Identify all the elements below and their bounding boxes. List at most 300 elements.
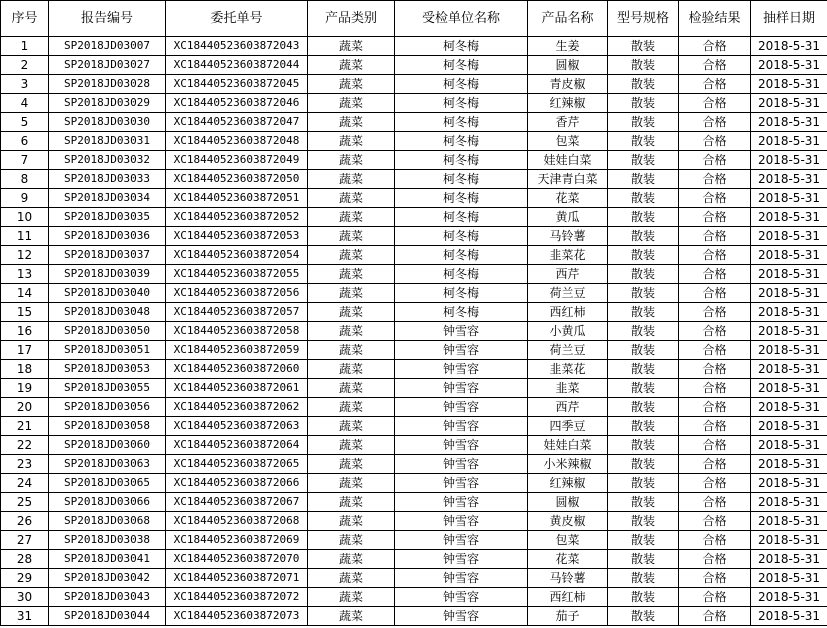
cell-product: 西红柿 [528,303,608,322]
cell-report-no: SP2018JD03048 [49,303,166,322]
cell-result: 合格 [679,284,751,303]
cell-category: 蔬菜 [308,569,395,588]
cell-seq: 16 [1,322,49,341]
cell-category: 蔬菜 [308,493,395,512]
table-row [1,455,827,474]
table-row [1,113,827,132]
cell-spec: 散装 [608,531,679,550]
cell-category: 蔬菜 [308,94,395,113]
cell-product: 青皮椒 [528,75,608,94]
cell-sample-date: 2018-5-31 [751,170,827,189]
cell-inspected-unit: 钟雪容 [395,322,528,341]
cell-spec: 散装 [608,37,679,56]
table-row [1,170,827,189]
cell-spec: 散装 [608,474,679,493]
cell-category: 蔬菜 [308,246,395,265]
cell-report-no: SP2018JD03029 [49,94,166,113]
cell-sample-date: 2018-5-31 [751,246,827,265]
cell-result: 合格 [679,322,751,341]
cell-spec: 散装 [608,322,679,341]
cell-product: 四季豆 [528,417,608,436]
cell-seq: 24 [1,474,49,493]
cell-result: 合格 [679,151,751,170]
table-row [1,588,827,607]
cell-sample-date: 2018-5-31 [751,151,827,170]
cell-sample-date: 2018-5-31 [751,474,827,493]
cell-commission-no: XC18440523603872062 [166,398,308,417]
cell-inspected-unit: 柯冬梅 [395,189,528,208]
cell-category: 蔬菜 [308,265,395,284]
cell-product: 茄子 [528,607,608,626]
cell-report-no: SP2018JD03028 [49,75,166,94]
cell-inspected-unit: 钟雪容 [395,379,528,398]
cell-sample-date: 2018-5-31 [751,512,827,531]
cell-report-no: SP2018JD03036 [49,227,166,246]
table-body [1,37,827,626]
table-row [1,531,827,550]
cell-result: 合格 [679,455,751,474]
cell-result: 合格 [679,379,751,398]
cell-sample-date: 2018-5-31 [751,322,827,341]
cell-sample-date: 2018-5-31 [751,75,827,94]
cell-inspected-unit: 柯冬梅 [395,37,528,56]
cell-spec: 散装 [608,246,679,265]
cell-sample-date: 2018-5-31 [751,208,827,227]
header-sample-date: 抽样日期 [751,1,827,37]
cell-seq: 13 [1,265,49,284]
cell-product: 娃娃白菜 [528,151,608,170]
cell-spec: 散装 [608,189,679,208]
cell-commission-no: XC18440523603872053 [166,227,308,246]
cell-commission-no: XC18440523603872049 [166,151,308,170]
cell-spec: 散装 [608,341,679,360]
cell-report-no: SP2018JD03034 [49,189,166,208]
cell-spec: 散装 [608,417,679,436]
cell-category: 蔬菜 [308,284,395,303]
cell-report-no: SP2018JD03042 [49,569,166,588]
cell-inspected-unit: 钟雪容 [395,417,528,436]
cell-sample-date: 2018-5-31 [751,436,827,455]
cell-inspected-unit: 柯冬梅 [395,132,528,151]
cell-result: 合格 [679,569,751,588]
cell-sample-date: 2018-5-31 [751,341,827,360]
cell-seq: 7 [1,151,49,170]
cell-sample-date: 2018-5-31 [751,493,827,512]
cell-result: 合格 [679,550,751,569]
cell-result: 合格 [679,512,751,531]
cell-report-no: SP2018JD03031 [49,132,166,151]
cell-inspected-unit: 钟雪容 [395,436,528,455]
cell-report-no: SP2018JD03053 [49,360,166,379]
cell-category: 蔬菜 [308,531,395,550]
cell-report-no: SP2018JD03007 [49,37,166,56]
cell-commission-no: XC18440523603872070 [166,550,308,569]
cell-seq: 11 [1,227,49,246]
cell-result: 合格 [679,94,751,113]
cell-commission-no: XC18440523603872055 [166,265,308,284]
cell-product: 圆椒 [528,56,608,75]
cell-result: 合格 [679,113,751,132]
cell-sample-date: 2018-5-31 [751,398,827,417]
cell-commission-no: XC18440523603872051 [166,189,308,208]
cell-category: 蔬菜 [308,341,395,360]
table-row [1,341,827,360]
cell-seq: 12 [1,246,49,265]
table-row [1,322,827,341]
cell-result: 合格 [679,493,751,512]
cell-result: 合格 [679,303,751,322]
cell-commission-no: XC18440523603872069 [166,531,308,550]
cell-product: 马铃薯 [528,569,608,588]
cell-inspected-unit: 柯冬梅 [395,151,528,170]
cell-commission-no: XC18440523603872058 [166,322,308,341]
cell-sample-date: 2018-5-31 [751,455,827,474]
cell-result: 合格 [679,607,751,626]
cell-seq: 1 [1,37,49,56]
cell-inspected-unit: 柯冬梅 [395,208,528,227]
header-inspected-unit: 受检单位名称 [395,1,528,37]
cell-product: 红辣椒 [528,94,608,113]
cell-category: 蔬菜 [308,379,395,398]
cell-result: 合格 [679,360,751,379]
cell-result: 合格 [679,417,751,436]
cell-sample-date: 2018-5-31 [751,417,827,436]
header-product: 产品名称 [528,1,608,37]
cell-spec: 散装 [608,588,679,607]
cell-result: 合格 [679,436,751,455]
cell-category: 蔬菜 [308,512,395,531]
table-row [1,284,827,303]
cell-category: 蔬菜 [308,208,395,227]
cell-commission-no: XC18440523603872063 [166,417,308,436]
cell-sample-date: 2018-5-31 [751,588,827,607]
header-category: 产品类别 [308,1,395,37]
cell-sample-date: 2018-5-31 [751,56,827,75]
table-row [1,246,827,265]
cell-category: 蔬菜 [308,132,395,151]
cell-result: 合格 [679,37,751,56]
cell-category: 蔬菜 [308,75,395,94]
cell-report-no: SP2018JD03068 [49,512,166,531]
cell-product: 西红柿 [528,588,608,607]
cell-category: 蔬菜 [308,588,395,607]
cell-result: 合格 [679,75,751,94]
cell-product: 圆椒 [528,493,608,512]
header-row [1,1,827,37]
cell-inspected-unit: 柯冬梅 [395,113,528,132]
cell-spec: 散装 [608,569,679,588]
cell-product: 香芹 [528,113,608,132]
cell-result: 合格 [679,208,751,227]
cell-report-no: SP2018JD03035 [49,208,166,227]
cell-sample-date: 2018-5-31 [751,284,827,303]
cell-spec: 散装 [608,170,679,189]
cell-category: 蔬菜 [308,417,395,436]
cell-category: 蔬菜 [308,303,395,322]
cell-seq: 10 [1,208,49,227]
cell-sample-date: 2018-5-31 [751,531,827,550]
cell-commission-no: XC18440523603872068 [166,512,308,531]
cell-commission-no: XC18440523603872043 [166,37,308,56]
cell-sample-date: 2018-5-31 [751,132,827,151]
cell-spec: 散装 [608,303,679,322]
table-row [1,37,827,56]
cell-inspected-unit: 钟雪容 [395,341,528,360]
cell-seq: 28 [1,550,49,569]
cell-spec: 散装 [608,75,679,94]
cell-product: 西芹 [528,398,608,417]
cell-spec: 散装 [608,360,679,379]
cell-sample-date: 2018-5-31 [751,94,827,113]
cell-category: 蔬菜 [308,607,395,626]
cell-sample-date: 2018-5-31 [751,550,827,569]
cell-sample-date: 2018-5-31 [751,227,827,246]
cell-sample-date: 2018-5-31 [751,113,827,132]
cell-product: 包菜 [528,132,608,151]
table-row [1,56,827,75]
cell-inspected-unit: 钟雪容 [395,512,528,531]
cell-spec: 散装 [608,493,679,512]
cell-result: 合格 [679,474,751,493]
table-row [1,493,827,512]
cell-commission-no: XC18440523603872044 [166,56,308,75]
cell-seq: 3 [1,75,49,94]
cell-spec: 散装 [608,113,679,132]
cell-category: 蔬菜 [308,113,395,132]
cell-spec: 散装 [608,398,679,417]
cell-report-no: SP2018JD03065 [49,474,166,493]
cell-category: 蔬菜 [308,322,395,341]
cell-seq: 9 [1,189,49,208]
table-row [1,151,827,170]
cell-spec: 散装 [608,132,679,151]
cell-seq: 31 [1,607,49,626]
cell-sample-date: 2018-5-31 [751,569,827,588]
cell-commission-no: XC18440523603872065 [166,455,308,474]
cell-seq: 25 [1,493,49,512]
cell-report-no: SP2018JD03040 [49,284,166,303]
cell-sample-date: 2018-5-31 [751,303,827,322]
cell-product: 黄瓜 [528,208,608,227]
cell-result: 合格 [679,56,751,75]
table-header [1,1,827,37]
header-report-no: 报告编号 [49,1,166,37]
cell-seq: 30 [1,588,49,607]
cell-inspected-unit: 钟雪容 [395,474,528,493]
cell-spec: 散装 [608,512,679,531]
cell-seq: 29 [1,569,49,588]
cell-category: 蔬菜 [308,37,395,56]
cell-category: 蔬菜 [308,550,395,569]
cell-sample-date: 2018-5-31 [751,607,827,626]
cell-commission-no: XC18440523603872057 [166,303,308,322]
cell-report-no: SP2018JD03050 [49,322,166,341]
cell-category: 蔬菜 [308,151,395,170]
cell-product: 娃娃白菜 [528,436,608,455]
cell-commission-no: XC18440523603872060 [166,360,308,379]
cell-product: 小米辣椒 [528,455,608,474]
table-row [1,94,827,113]
cell-commission-no: XC18440523603872064 [166,436,308,455]
cell-commission-no: XC18440523603872052 [166,208,308,227]
cell-category: 蔬菜 [308,170,395,189]
table-row [1,569,827,588]
cell-seq: 23 [1,455,49,474]
cell-sample-date: 2018-5-31 [751,360,827,379]
cell-commission-no: XC18440523603872059 [166,341,308,360]
cell-category: 蔬菜 [308,474,395,493]
cell-seq: 26 [1,512,49,531]
cell-product: 荷兰豆 [528,284,608,303]
cell-inspected-unit: 钟雪容 [395,550,528,569]
header-commission-no: 委托单号 [166,1,308,37]
cell-product: 红辣椒 [528,474,608,493]
cell-product: 西芹 [528,265,608,284]
cell-commission-no: XC18440523603872048 [166,132,308,151]
cell-report-no: SP2018JD03058 [49,417,166,436]
cell-seq: 5 [1,113,49,132]
cell-product: 花菜 [528,550,608,569]
table-row [1,550,827,569]
cell-commission-no: XC18440523603872050 [166,170,308,189]
cell-product: 小黄瓜 [528,322,608,341]
cell-report-no: SP2018JD03038 [49,531,166,550]
cell-report-no: SP2018JD03056 [49,398,166,417]
cell-inspected-unit: 柯冬梅 [395,284,528,303]
cell-product: 马铃薯 [528,227,608,246]
header-seq: 序号 [1,1,49,37]
cell-inspected-unit: 钟雪容 [395,569,528,588]
cell-product: 荷兰豆 [528,341,608,360]
cell-inspected-unit: 钟雪容 [395,493,528,512]
cell-report-no: SP2018JD03044 [49,607,166,626]
cell-inspected-unit: 柯冬梅 [395,56,528,75]
cell-result: 合格 [679,588,751,607]
cell-spec: 散装 [608,151,679,170]
table-row [1,75,827,94]
cell-spec: 散装 [608,455,679,474]
cell-category: 蔬菜 [308,227,395,246]
cell-category: 蔬菜 [308,56,395,75]
table-row [1,360,827,379]
cell-spec: 散装 [608,265,679,284]
cell-inspected-unit: 钟雪容 [395,360,528,379]
cell-spec: 散装 [608,94,679,113]
cell-inspected-unit: 钟雪容 [395,398,528,417]
cell-product: 生姜 [528,37,608,56]
cell-inspected-unit: 柯冬梅 [395,75,528,94]
cell-seq: 8 [1,170,49,189]
cell-category: 蔬菜 [308,455,395,474]
cell-product: 韭菜花 [528,360,608,379]
cell-seq: 15 [1,303,49,322]
cell-product: 黄皮椒 [528,512,608,531]
cell-result: 合格 [679,246,751,265]
table-row [1,379,827,398]
cell-commission-no: XC18440523603872056 [166,284,308,303]
cell-report-no: SP2018JD03063 [49,455,166,474]
cell-product: 韭菜 [528,379,608,398]
cell-inspected-unit: 柯冬梅 [395,170,528,189]
cell-spec: 散装 [608,379,679,398]
cell-inspected-unit: 钟雪容 [395,531,528,550]
cell-report-no: SP2018JD03027 [49,56,166,75]
cell-product: 花菜 [528,189,608,208]
cell-seq: 14 [1,284,49,303]
cell-result: 合格 [679,398,751,417]
table-row [1,607,827,626]
cell-report-no: SP2018JD03039 [49,265,166,284]
cell-product: 包菜 [528,531,608,550]
cell-sample-date: 2018-5-31 [751,379,827,398]
cell-commission-no: XC18440523603872066 [166,474,308,493]
cell-inspected-unit: 钟雪容 [395,588,528,607]
cell-category: 蔬菜 [308,189,395,208]
cell-commission-no: XC18440523603872071 [166,569,308,588]
cell-sample-date: 2018-5-31 [751,189,827,208]
cell-category: 蔬菜 [308,398,395,417]
table-row [1,512,827,531]
cell-inspected-unit: 柯冬梅 [395,94,528,113]
cell-spec: 散装 [608,436,679,455]
cell-report-no: SP2018JD03041 [49,550,166,569]
cell-report-no: SP2018JD03051 [49,341,166,360]
table-row [1,208,827,227]
table-row [1,474,827,493]
cell-seq: 27 [1,531,49,550]
cell-sample-date: 2018-5-31 [751,265,827,284]
cell-commission-no: XC18440523603872073 [166,607,308,626]
cell-inspected-unit: 柯冬梅 [395,227,528,246]
table-row [1,398,827,417]
cell-inspected-unit: 柯冬梅 [395,303,528,322]
cell-spec: 散装 [608,284,679,303]
cell-commission-no: XC18440523603872072 [166,588,308,607]
cell-inspected-unit: 钟雪容 [395,607,528,626]
cell-report-no: SP2018JD03032 [49,151,166,170]
header-spec: 型号规格 [608,1,679,37]
cell-seq: 22 [1,436,49,455]
table-row [1,189,827,208]
cell-result: 合格 [679,227,751,246]
cell-category: 蔬菜 [308,360,395,379]
cell-commission-no: XC18440523603872061 [166,379,308,398]
cell-result: 合格 [679,531,751,550]
cell-seq: 2 [1,56,49,75]
cell-product: 天津青白菜 [528,170,608,189]
cell-commission-no: XC18440523603872067 [166,493,308,512]
cell-seq: 18 [1,360,49,379]
cell-seq: 17 [1,341,49,360]
header-result: 检验结果 [679,1,751,37]
cell-inspected-unit: 柯冬梅 [395,265,528,284]
cell-result: 合格 [679,132,751,151]
cell-seq: 20 [1,398,49,417]
cell-report-no: SP2018JD03043 [49,588,166,607]
cell-spec: 散装 [608,208,679,227]
cell-report-no: SP2018JD03037 [49,246,166,265]
cell-seq: 19 [1,379,49,398]
cell-spec: 散装 [608,56,679,75]
cell-spec: 散装 [608,227,679,246]
cell-commission-no: XC18440523603872047 [166,113,308,132]
cell-report-no: SP2018JD03055 [49,379,166,398]
cell-result: 合格 [679,189,751,208]
table-row [1,132,827,151]
table-row [1,265,827,284]
cell-report-no: SP2018JD03060 [49,436,166,455]
cell-report-no: SP2018JD03066 [49,493,166,512]
